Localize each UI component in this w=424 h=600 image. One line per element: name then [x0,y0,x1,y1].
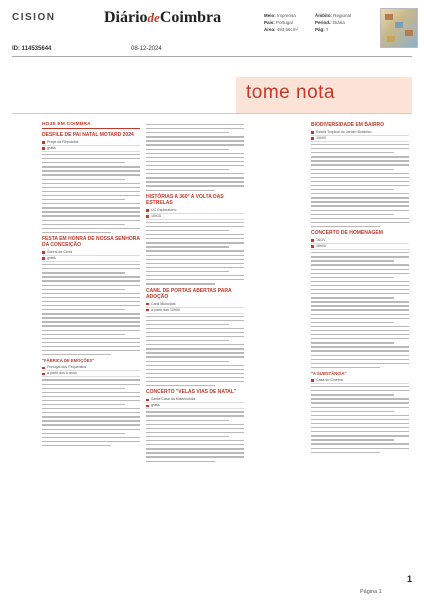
article-body [42,154,140,233]
page-thumbnail-image[interactable] [380,8,418,48]
article-title: CANIL DE PORTAS ABERTAS PARA ADOÇÃO [146,287,232,300]
page-label: Página 1 [360,589,382,595]
header-divider [12,56,412,57]
article-price: a partir dos 6 anos [42,371,140,377]
article-location: Canil Municipal [146,302,244,308]
meta-right: Âmbito: Regional Period.: Diária Pág: 7 [315,13,352,32]
article-location: Praça da República [42,140,140,146]
newspaper-title: DiáriodeCoimbra [104,9,222,26]
article-location: Santa Casa da Misericórdia [146,397,244,403]
meta-left: Meio: Imprensa País: Portugal Área: 493,56cm² [264,13,299,32]
column-1 [42,122,140,449]
article-time: 18h00 [311,244,409,250]
article-body [146,411,244,461]
article-location: Casa do Cinema [311,378,409,384]
article-body [146,316,244,387]
article-title: HISTÓRIAS A 360° A VOLTA DAS ESTRELAS [146,193,224,206]
article-price: grátis [146,403,244,409]
article-location: TAGV [311,238,409,244]
article-body [146,124,244,191]
article-body [42,264,140,355]
article-title: BIODIVERSIDADE EM BAIRRO [311,122,385,128]
article-time: 10h15 [146,214,244,220]
section-heading: HOJE EM COIMBRA [42,122,140,129]
article-body [146,222,244,285]
article-price: grátis [42,146,140,152]
cision-logo: CISION [12,12,56,23]
article-subheading: "FÁBRICA DE EMOÇÕES" [42,358,95,364]
article-body [42,379,140,446]
article-title: DESFILE DE PAI NATAL MOTARD 2024 [42,132,134,138]
article-title: FESTA EM HONRA DE NOSSA SENHORA DA CONCEIÇÃO [42,236,140,249]
clipping-date: 08-12-2024 [131,46,162,52]
article-body [311,386,409,453]
column-4 [311,122,409,456]
article-location: Estufa Tropical do Jardim Botânico [311,130,409,136]
article-location: Portugal dos Pequenitos [42,365,140,371]
content-divider [12,113,412,114]
article-body [311,144,409,227]
article-subheading: "A SUBSTÂNCIA" [311,371,347,377]
column-2 [146,122,244,465]
clipping-id: ID: 114535644 [12,46,52,52]
article-title: CONCERTO DE HOMENAGEM [311,230,383,237]
article-body [311,252,409,368]
article-time: a partir das 10h00 [146,308,244,314]
article-title: CONCERTO "VELAS VIAS DE NATAL" [146,389,237,396]
section-banner-title: tome nota [246,82,335,103]
article-time: 10h00 [311,136,409,142]
page-number: 1 [407,574,413,584]
article-location: Sobral de Ceira [42,250,140,256]
article-location: UC Exploratório [146,208,244,214]
article-price: grátis [42,256,140,262]
